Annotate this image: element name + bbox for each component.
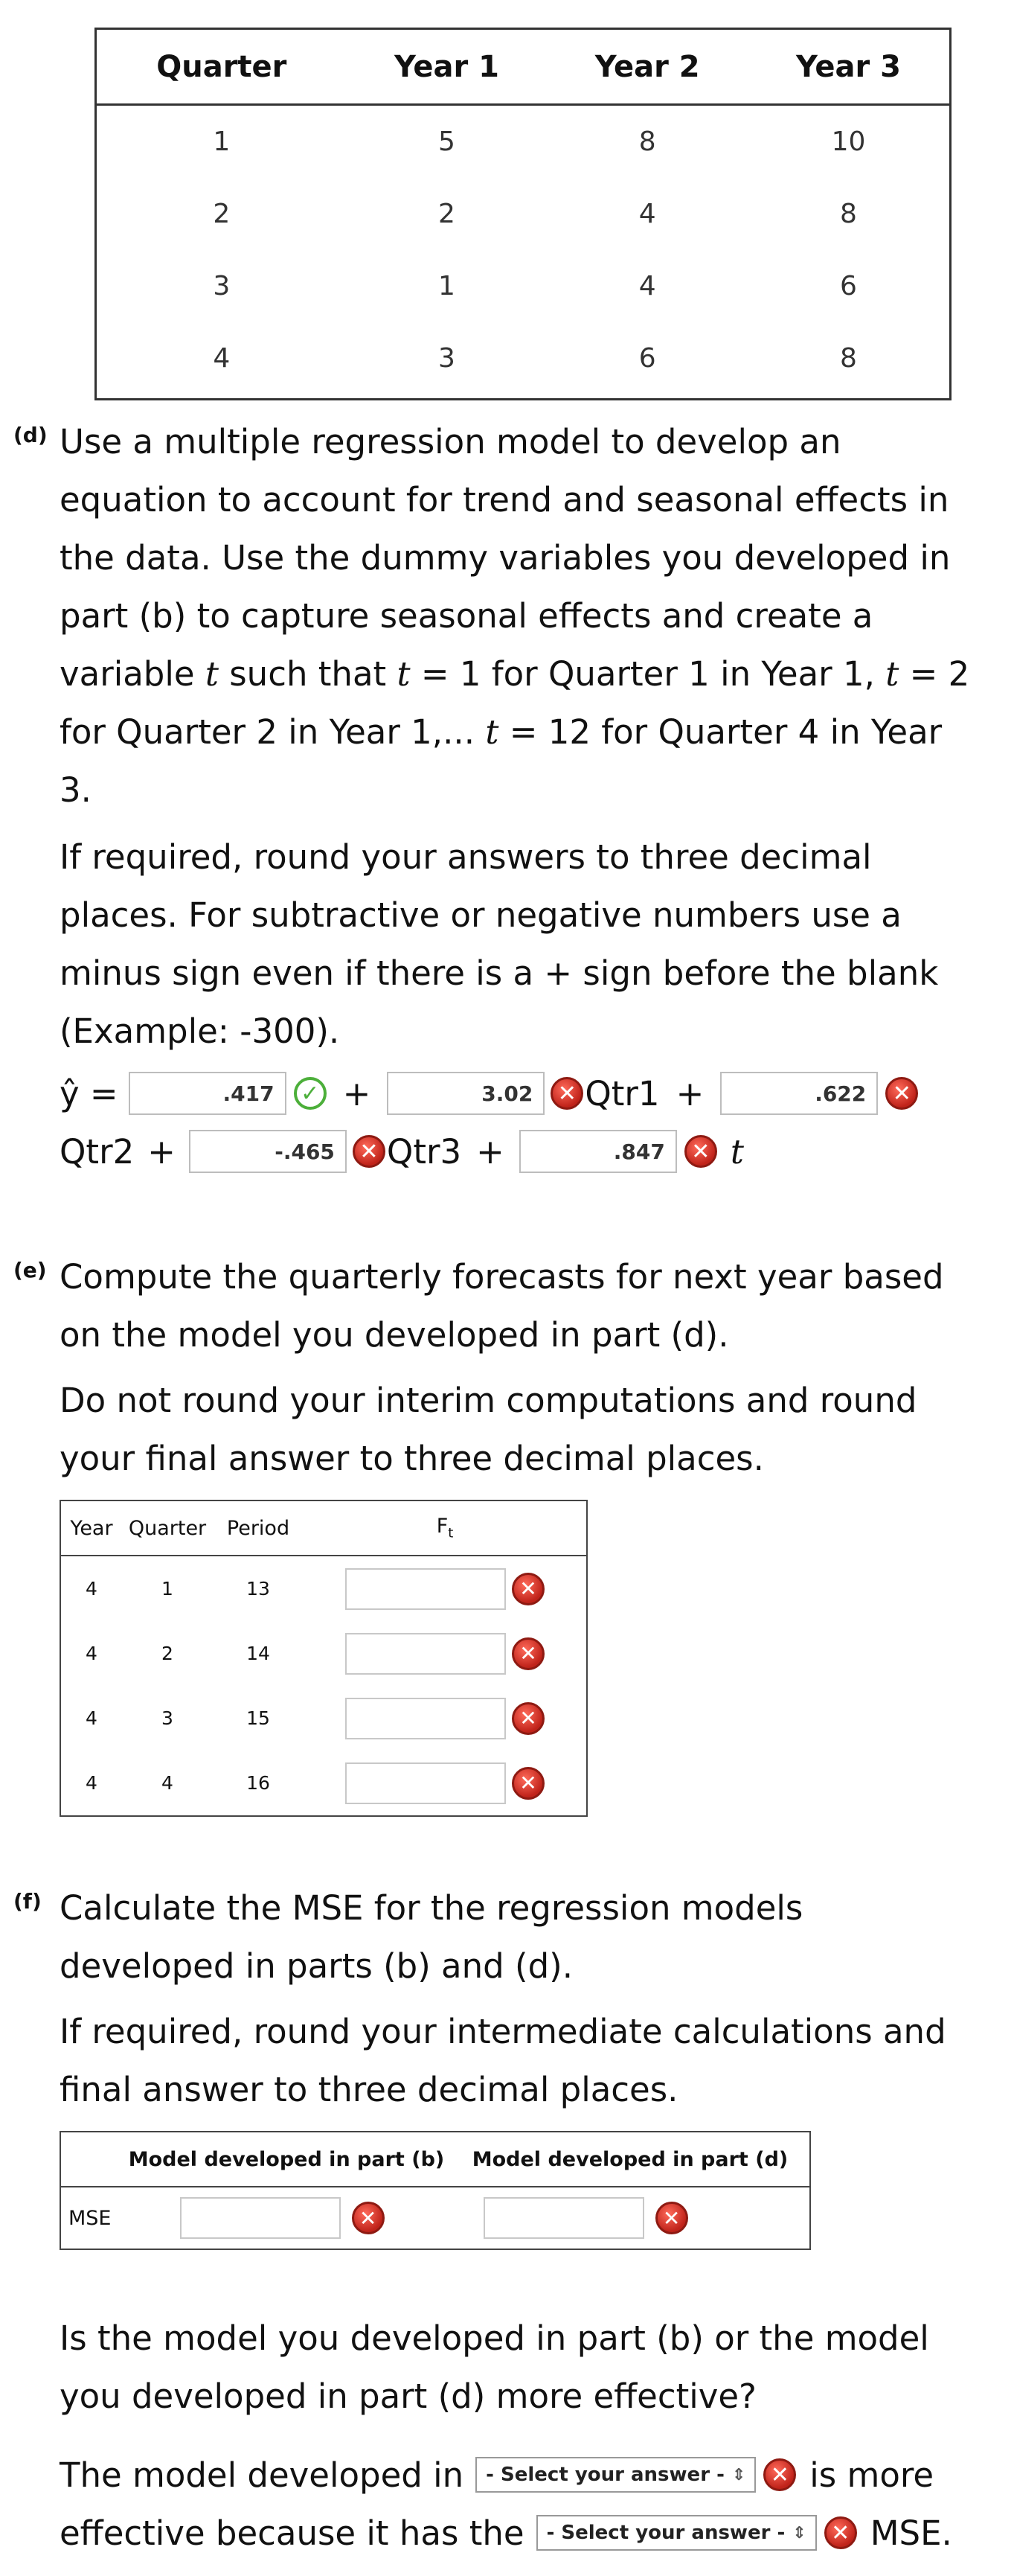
plus-sign: + [147, 1131, 176, 1172]
rounding-note: places. For subtractive or negative numbers use a [60, 895, 902, 935]
table-header-row [60, 1500, 587, 1556]
incorrect-icon: ✕ [352, 2202, 385, 2234]
incorrect-icon: ✕ [512, 1637, 545, 1670]
column-header: Year [60, 1500, 122, 1556]
column-header: Quarter [122, 1500, 213, 1556]
incorrect-icon: ✕ [824, 2516, 857, 2549]
table-cell: 4 [86, 1578, 97, 1599]
table-cell: 1 [161, 1578, 173, 1599]
column-header: Model developed in part (b) [122, 2132, 451, 2187]
table-cell: 4 [638, 199, 656, 229]
table-cell: 13 [246, 1578, 270, 1599]
forecast-input[interactable] [345, 1762, 506, 1804]
chevron-updown-icon: ⇕ [731, 2465, 746, 2484]
table-row [60, 1686, 587, 1751]
table-cell: 2 [213, 199, 231, 229]
instruction-line: your final answer to three decimal places. [60, 1439, 764, 1478]
plus-sign: + [676, 1073, 705, 1113]
instruction-line: for Quarter 2 in Year 1,... t = 12 for Quarter 4 in Year [60, 712, 943, 752]
table-cell [304, 1751, 587, 1816]
qtr2-label: Qtr2 [60, 1131, 135, 1172]
qtr1-label: Qtr1 [585, 1073, 660, 1113]
part-d-label: (d) [13, 423, 48, 447]
rounding-note: (Example: -300). [60, 1011, 340, 1051]
column-header: Quarter [96, 29, 347, 105]
mse-part-d-input[interactable] [484, 2197, 644, 2239]
answer-text: effective because it has the [60, 2513, 524, 2553]
table-row [96, 322, 951, 400]
model-select[interactable]: - Select your answer - ⇕ [475, 2457, 756, 2493]
instruction-line: Calculate the MSE for the regression models [60, 1888, 803, 1928]
incorrect-icon: ✕ [512, 1702, 545, 1735]
rounding-note: minus sign even if there is a + sign before the blank [60, 953, 939, 993]
incorrect-icon: ✕ [512, 1767, 545, 1800]
forecast-table [60, 1500, 588, 1817]
answer-line-2 [60, 2507, 952, 2559]
table-cell: 3 [161, 1707, 173, 1729]
incorrect-icon: ✕ [353, 1135, 385, 1168]
table-cell: 4 [86, 1772, 97, 1794]
table-cell: 8 [638, 127, 656, 157]
instruction-line: the data. Use the dummy variables you developed in [60, 538, 951, 578]
rounding-note: If required, round your answers to three decimal [60, 837, 872, 877]
table-cell: 5 [438, 127, 455, 157]
table-row [96, 105, 951, 179]
part-d-instructions [60, 413, 989, 1061]
part-f-label: (f) [13, 1889, 42, 1914]
table-cell [304, 1621, 587, 1686]
incorrect-icon: ✕ [763, 2458, 796, 2491]
mse-comparison-select[interactable]: - Select your answer - ⇕ [536, 2515, 817, 2551]
table-cell: 2 [161, 1643, 173, 1664]
table-cell: 4 [638, 271, 656, 301]
table-row [60, 1556, 587, 1621]
plus-sign: + [342, 1073, 371, 1113]
table-cell: 4 [86, 1707, 97, 1729]
column-header: $F_t$ [304, 1500, 587, 1556]
column-header: Model developed in part (d) [451, 2132, 810, 2187]
table-cell: 6 [840, 271, 857, 301]
table-cell: 3 [438, 343, 455, 374]
mse-table [60, 2131, 811, 2250]
column-header [60, 2132, 122, 2187]
incorrect-icon: ✕ [684, 1135, 717, 1168]
table-cell [304, 1686, 587, 1751]
instruction-line: on the model you developed in part (d). [60, 1315, 729, 1355]
mse-row-label: MSE [68, 2206, 112, 2230]
qtr3-label: Qtr3 [386, 1131, 462, 1172]
table-cell: 2 [438, 199, 455, 229]
incorrect-icon: ✕ [655, 2202, 688, 2234]
part-f-instructions [60, 1879, 989, 2119]
table-cell [122, 2187, 451, 2249]
table-header-row [96, 29, 951, 105]
instruction-line: equation to account for trend and seasonal effects in [60, 480, 949, 520]
check-icon: ✓ [294, 1077, 327, 1110]
question-line: you developed in part (d) more effective? [60, 2377, 757, 2416]
instruction-line: developed in parts (b) and (d). [60, 1946, 574, 1986]
question-line: Is the model you developed in part (b) or the model [60, 2318, 929, 2358]
table-cell [304, 1556, 587, 1621]
forecast-input[interactable] [345, 1698, 506, 1739]
table-cell: 8 [840, 199, 857, 229]
table-cell [451, 2187, 810, 2249]
table-cell: 3 [213, 271, 231, 301]
table-row [96, 250, 951, 322]
table-cell: 15 [246, 1707, 270, 1729]
plus-sign: + [476, 1131, 504, 1172]
column-header: Year 3 [748, 29, 951, 105]
instruction-line: variable t such that t = 1 for Quarter 1 in Year 1, t = 2 [60, 654, 970, 694]
qtr1-coefficient-input[interactable]: 3.02 [387, 1072, 545, 1115]
incorrect-icon: ✕ [885, 1077, 918, 1110]
table-row [96, 178, 951, 250]
table-cell: 16 [246, 1772, 270, 1794]
table-row [60, 1751, 587, 1816]
table-row [60, 1621, 587, 1686]
mse-part-b-input[interactable] [180, 2197, 341, 2239]
table-row [60, 2187, 810, 2249]
part-e-instructions [60, 1248, 989, 1488]
table-cell: 8 [840, 343, 857, 374]
table-cell: 14 [246, 1643, 270, 1664]
answer-line-1 [60, 2449, 934, 2501]
intercept-input[interactable]: .417 [129, 1072, 286, 1115]
column-header: Period [213, 1500, 304, 1556]
table-cell: 10 [831, 127, 866, 157]
trend-coefficient-input[interactable]: .847 [519, 1130, 677, 1173]
table-cell: 4 [213, 343, 231, 374]
answer-text: is more [809, 2455, 934, 2495]
instruction-line: Compute the quarterly forecasts for next year based [60, 1257, 944, 1297]
regression-equation-line-1 [60, 1067, 918, 1119]
instruction-line: 3. [60, 770, 92, 810]
answer-text: The model developed in [60, 2455, 464, 2495]
forecast-input[interactable] [345, 1568, 506, 1610]
table-cell: 4 [86, 1643, 97, 1664]
answer-text: MSE. [870, 2513, 952, 2553]
part-e-label: (e) [13, 1258, 47, 1282]
incorrect-icon: ✕ [551, 1077, 583, 1110]
seasonal-data-table [94, 28, 952, 400]
t-variable-label: t [730, 1131, 744, 1172]
effectiveness-question [60, 2310, 989, 2426]
instruction-line: Do not round your interim computations and round [60, 1381, 917, 1420]
instruction-line: If required, round your intermediate calculations and [60, 2012, 946, 2051]
column-header: Year 1 [347, 29, 548, 105]
instruction-line: part (b) to capture seasonal effects and create a [60, 596, 873, 636]
incorrect-icon: ✕ [512, 1573, 545, 1605]
regression-equation-line-2 [60, 1125, 744, 1177]
instruction-line: Use a multiple regression model to develop an [60, 422, 841, 461]
table-header-row [60, 2132, 810, 2187]
qtr2-coefficient-input[interactable]: .622 [720, 1072, 878, 1115]
table-cell: 4 [161, 1772, 173, 1794]
qtr3-coefficient-input[interactable]: -.465 [189, 1130, 347, 1173]
column-header: Year 2 [547, 29, 748, 105]
table-cell: 6 [638, 343, 656, 374]
instruction-line: final answer to three decimal places. [60, 2070, 678, 2109]
yhat-label: ŷ = [60, 1073, 118, 1113]
table-cell: 1 [438, 271, 455, 301]
chevron-updown-icon: ⇕ [792, 2523, 806, 2543]
table-cell: 1 [213, 127, 231, 157]
forecast-input[interactable] [345, 1633, 506, 1675]
